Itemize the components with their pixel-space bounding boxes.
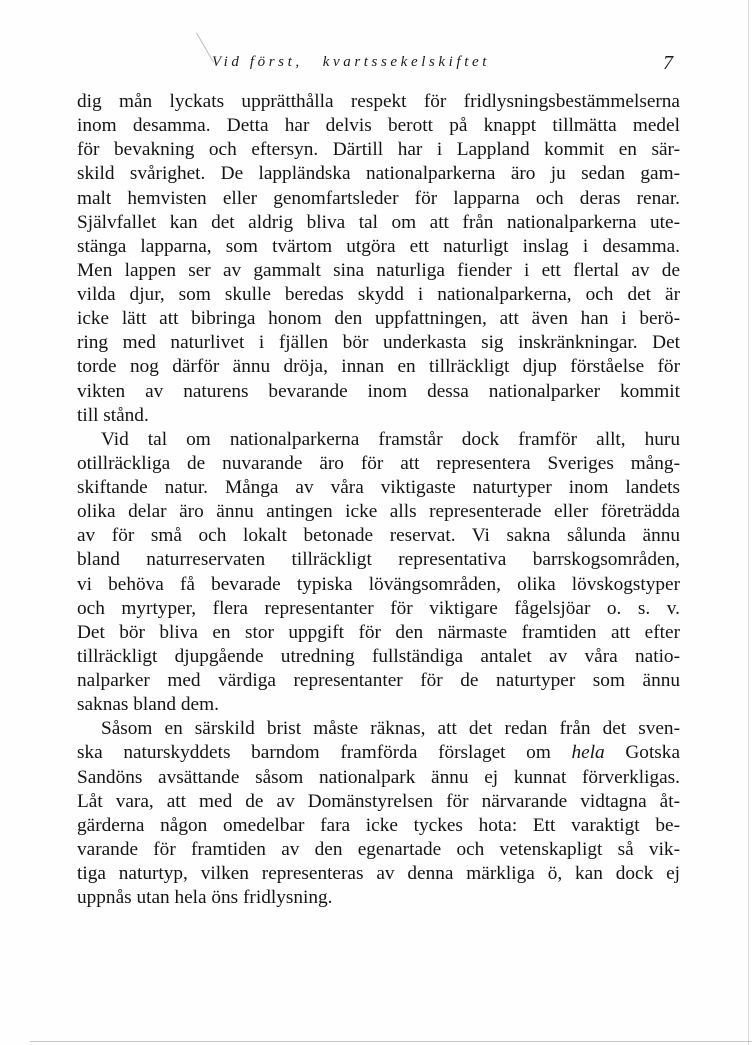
text-line: malt hemvisten eller genomfartsleder för lapparna och deras renar. — [77, 187, 680, 209]
body-text — [77, 90, 680, 910]
text-line — [77, 741, 680, 765]
text-line: stänga lapparna, som tvärtom utgöra ett naturligt inslag i desamma. — [77, 235, 680, 257]
text-line: otillräckliga de nuvarande äro för att representera Sveriges mång- — [77, 452, 680, 474]
text-line: Självfallet kan det aldrig bliva tal om att från nationalparkerna ute- — [77, 211, 680, 233]
running-head-part-2: kvartssekelskiftet — [322, 54, 490, 70]
text-line: skiftande natur. Många av våra viktigaste naturtyper inom landets — [77, 477, 680, 498]
text-line: vikten av naturens bevarande inom dessa nationalparker kommit — [77, 380, 680, 402]
text-line: Sandöns avsättande såsom nationalpark ännu ej kunnat förverkligas. — [77, 766, 680, 788]
text-line: skild svårighet. De lappländska nationalparkerna äro ju sedan gam- — [77, 163, 680, 185]
page-edge-bottom — [30, 1041, 752, 1042]
emphasized-word: hela — [571, 742, 605, 764]
text-line: icke lätt att bibringa honom den uppfattningen, att även han i berö- — [77, 308, 680, 330]
text-line: Låt vara, att med de av Domänstyrelsen för närvarande vidtagna åt- — [77, 790, 680, 812]
text-line: av för små och lokalt betonade reservat. Vi sakna sålunda ännu — [77, 525, 680, 547]
page-number: 7 — [663, 52, 673, 74]
text-line: till stånd. — [77, 404, 149, 426]
page-edge-right — [748, 0, 749, 1045]
text-line: inom desamma. Detta har delvis berott på knappt tillmätta medel — [77, 115, 680, 137]
text-line: nalparker med värdiga representanter för de naturtyper som ännu — [77, 670, 680, 691]
text-line: torde nog därför ännu dröja, innan en tillräckligt djup förståelse för — [77, 356, 680, 378]
text-segment: ska naturskyddets barndom framförda förslaget om — [77, 742, 551, 764]
text-line: ring med naturlivet i fjällen bör underkasta sig inskränkningar. Det — [77, 332, 680, 354]
text-line: olika delar äro ännu antingen icke alls representerade eller företrädda — [77, 501, 680, 523]
text-line: dig mån lyckats upprätthålla respekt för fridlysningsbestämmelserna — [77, 91, 680, 112]
text-line: gärderna någon omedelbar fara icke tyckes hota: Ett varaktigt be- — [77, 814, 680, 836]
text-line: saknas bland dem. — [77, 694, 219, 716]
text-line: tiga naturtyp, vilken representeras av denna märkliga ö, kan dock ej — [77, 863, 680, 884]
text-line: Vid tal om nationalparkerna framstår dock framför allt, huru — [101, 428, 680, 450]
text-line: uppnås utan hela öns fridlysning. — [77, 887, 333, 909]
text-line: vi behöva få bevarade typiska lövängsområden, olika lövskogstyper — [77, 573, 680, 595]
text-line: och myrtyper, flera representanter för viktigare fågelsjöar o. s. v. — [77, 597, 680, 619]
text-line: vilda djur, som skulle beredas skydd i nationalparkerna, och det är — [77, 284, 680, 305]
text-line: för bevakning och eftersyn. Därtill har i Lappland kommit en sär- — [77, 139, 680, 161]
text-line: Såsom en särskild brist måste räknas, att det redan från det sven- — [101, 718, 680, 740]
text-segment: Gotska — [625, 742, 680, 764]
running-head-part-1: Vid först, — [212, 54, 303, 70]
text-line: tillräckligt djupgående utredning fullständiga antalet av våra natio- — [77, 645, 680, 667]
text-line: varande för framtiden av den egenartade och vetenskapligt så vik- — [77, 838, 680, 860]
text-line: Men lappen ser av gammalt sina naturliga fiender i ett flertal av de — [77, 259, 680, 281]
text-line: bland naturreservaten tillräckligt representativa barrskogsområden, — [77, 549, 680, 571]
running-head — [212, 54, 490, 71]
text-line: Det bör bliva en stor uppgift för den närmaste framtiden att efter — [77, 621, 680, 643]
